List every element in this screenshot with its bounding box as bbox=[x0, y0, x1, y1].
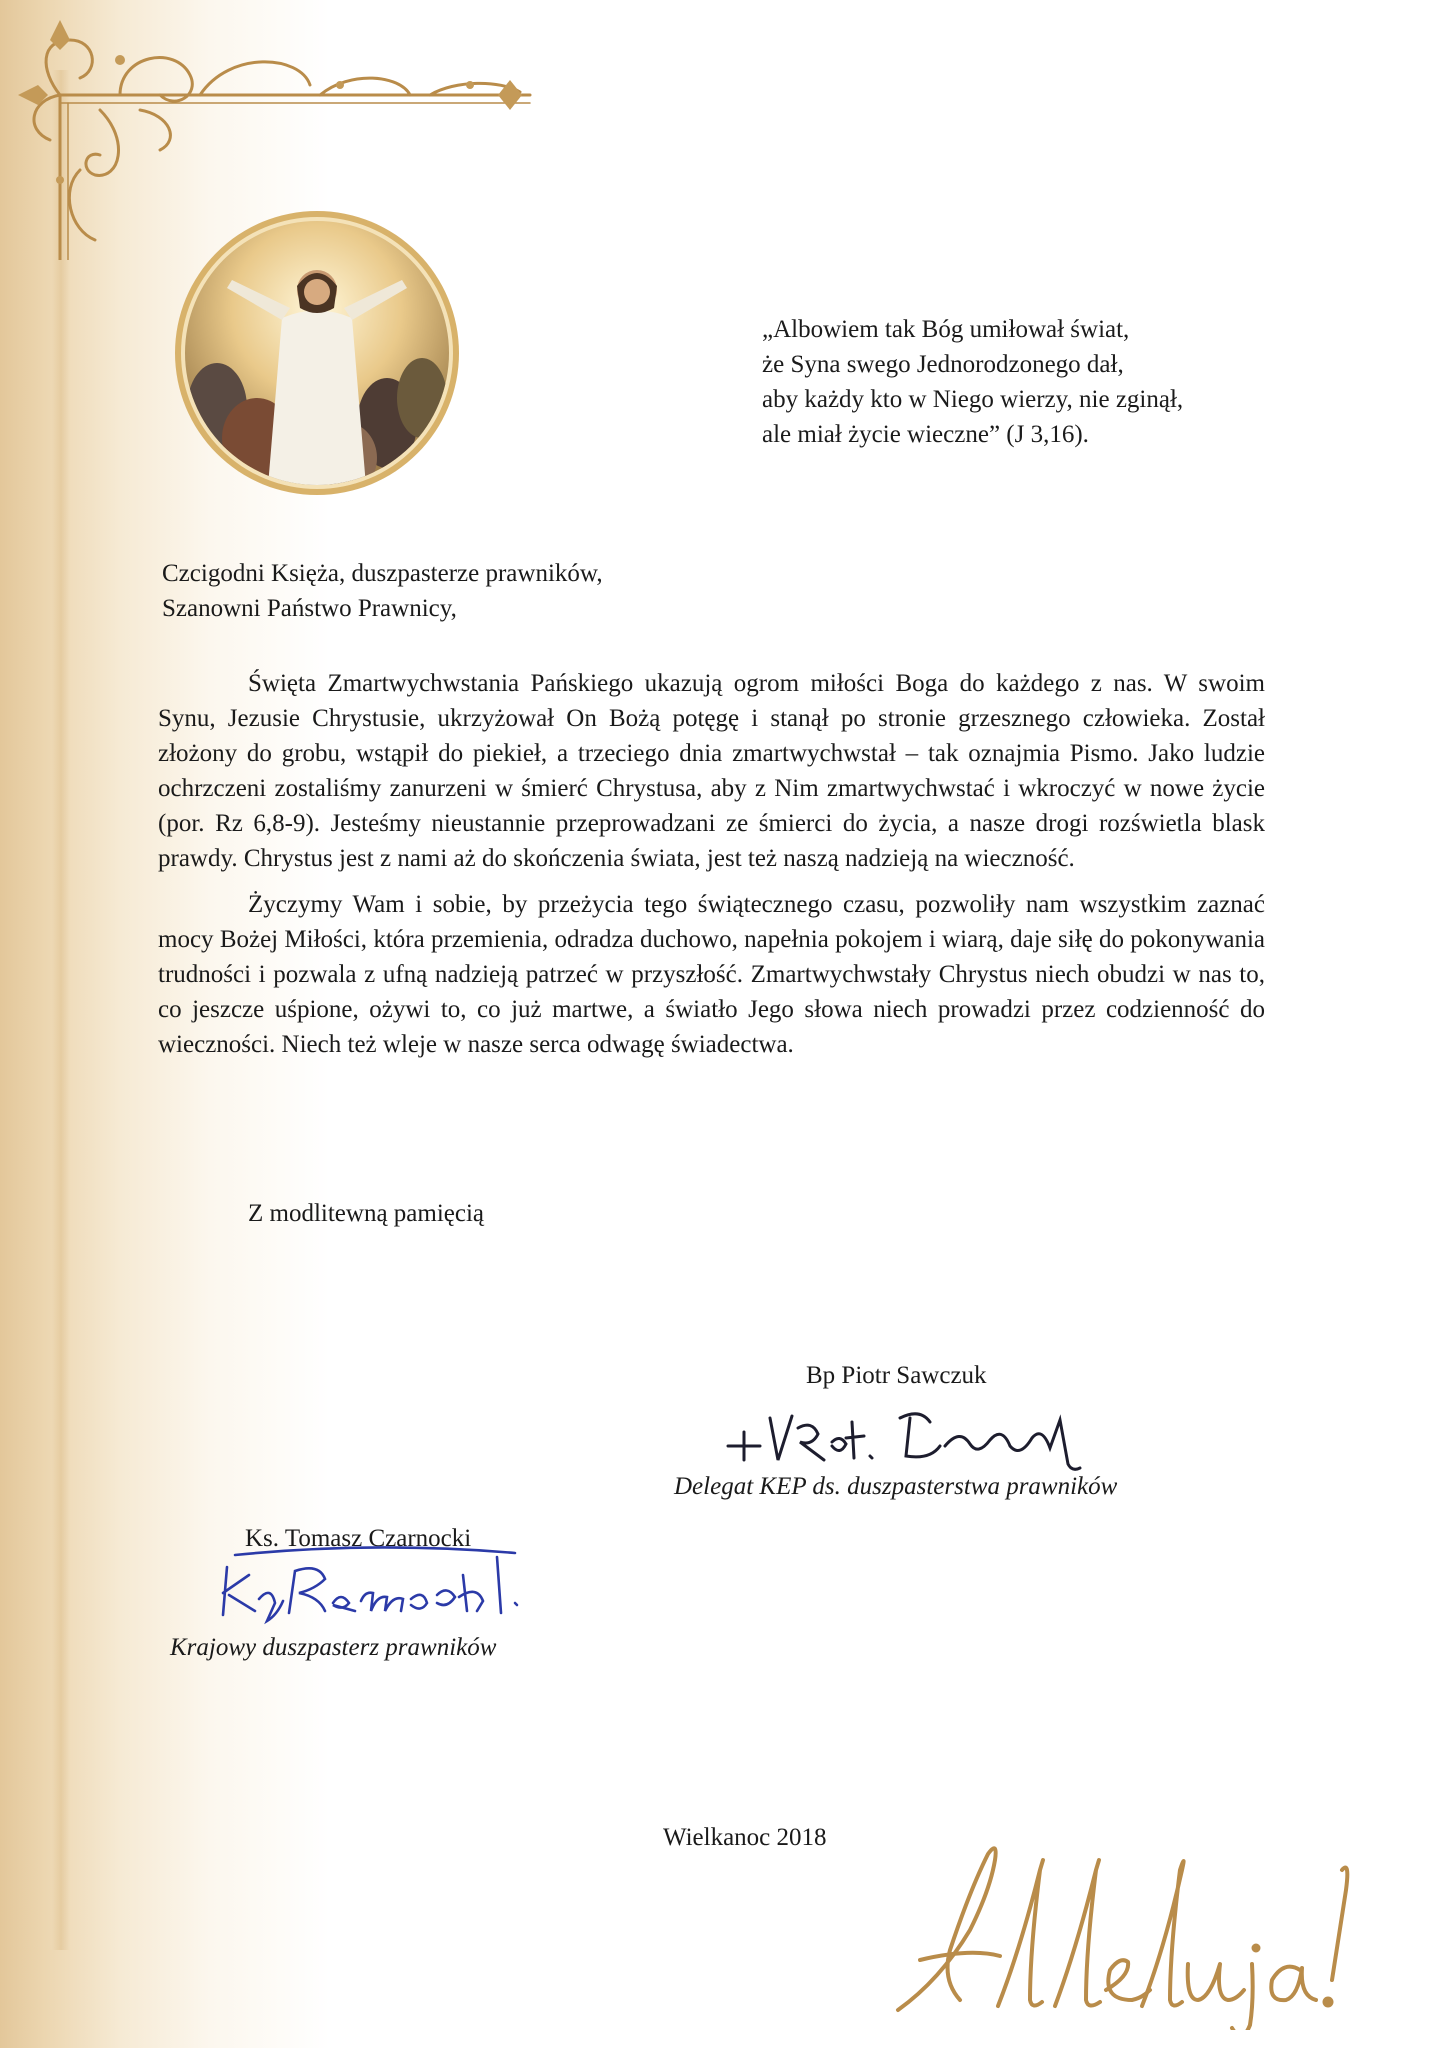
christ-medallion-image bbox=[172, 208, 462, 498]
salutation-line: Szanowni Państwo Prawnicy, bbox=[162, 595, 457, 622]
quote-line: „Albowiem tak Bóg umiłował świat, bbox=[762, 316, 1130, 343]
salutation-line: Czcigodni Księża, duszpasterze prawników, bbox=[162, 560, 603, 587]
letter-body bbox=[158, 666, 1265, 1073]
salutation bbox=[162, 556, 603, 626]
alleluja-script bbox=[880, 1830, 1380, 2030]
body-paragraph: Życzymy Wam i sobie, by przeżycia tego świątecznego czasu, pozwoliły nam wszystkim zaznać mocy Bożej Miłości, która przemienia, odradza duchowo, napełnia pokojem i wiarą, daje siłę do pokonywania trudności i pozwala z ufną nadzieją patrzeć w przyszłość. Zmartwychwstały Chrystus niech obudzi w nas to, co jeszcze uśpione, ożywi to, co już martwe, a światło Jego słowa niech prowadzi przez codzienność do wieczności. Niech też wleje w nasze serca odwagę świadectwa. bbox=[158, 891, 1265, 1058]
priest-role: Krajowy duszpasterz prawników bbox=[170, 1634, 497, 1661]
bishop-role: Delegat KEP ds. duszpasterstwa prawników bbox=[674, 1473, 1118, 1500]
quote-line: że Syna swego Jednorodzonego dał, bbox=[762, 351, 1124, 378]
priest-signature bbox=[215, 1545, 535, 1630]
body-paragraph: Święta Zmartwychwstania Pańskiego ukazują ogrom miłości Boga do każdego z nas. W swoim Synu, Jezusie Chrystusie, ukrzyżował On Bożą potęgę i stanął po stronie grzesznego człowieka. Został złożony do grobu, wstąpił do piekieł, a trzeciego dnia zmartwychwstał – tak oznajmia Pismo. Jako ludzie ochrzczeni zostaliśmy zanurzeni w śmierć Chrystusa, aby z Nim zmartwychwstać i wkroczyć w nowe życie (por. Rz 6,8-9). Jesteśmy nieustannie przeprowadzani ze śmierci do życia, a nasze drogi rozświetla blask prawdy. Chrystus jest z nami aż do skończenia świata, jest też naszą nadzieją na wieczność. bbox=[158, 670, 1265, 872]
quote-line: aby każdy kto w Niego wierzy, nie zginął, bbox=[762, 386, 1184, 413]
letter-date: Wielkanoc 2018 bbox=[663, 1824, 827, 1851]
priest-name: Ks. Tomasz Czarnocki bbox=[245, 1525, 472, 1552]
quote-line: ale miał życie wieczne” (J 3,16). bbox=[762, 421, 1089, 448]
closing-line: Z modlitewną pamięcią bbox=[248, 1200, 485, 1227]
scripture-quote bbox=[762, 312, 1183, 452]
frame-stripe bbox=[52, 70, 70, 1950]
bishop-name: Bp Piotr Sawczuk bbox=[806, 1362, 987, 1389]
bishop-signature bbox=[720, 1398, 1120, 1478]
